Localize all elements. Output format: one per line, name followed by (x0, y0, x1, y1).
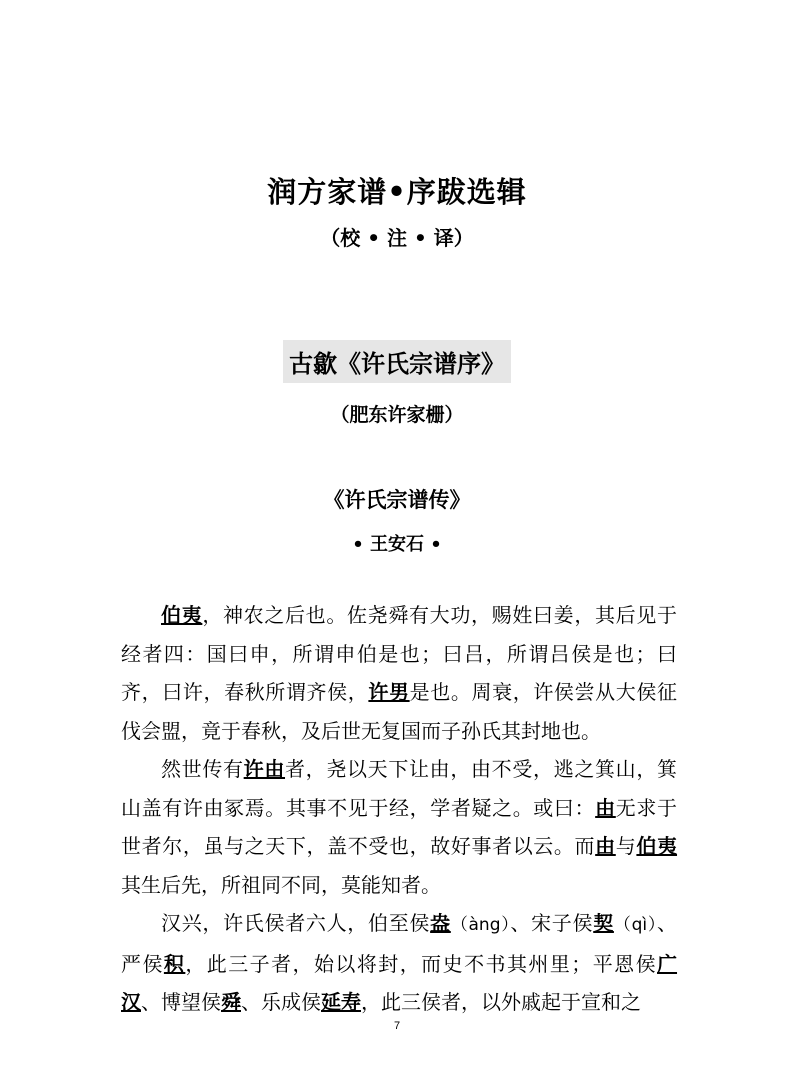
body-text-segment: 、博望侯 (141, 990, 221, 1014)
body-paragraph (121, 904, 677, 1022)
body-text-segment: 、宋子侯 (510, 911, 594, 935)
annotated-term: 广汉 (121, 951, 678, 1014)
pinyin-gloss: （àng） (450, 915, 511, 935)
section-header (0, 340, 794, 383)
annotated-term: 由 (595, 834, 616, 858)
annotated-term: 舜 (221, 990, 241, 1014)
body-text-segment: ，此三子者，始以将封，而史不书其州里；平恩侯 (185, 951, 658, 976)
body-paragraph (121, 750, 677, 904)
annotated-term: 盎 (430, 911, 451, 935)
body-text-segment: 其生后先，所祖同不同，莫能知者。 (121, 872, 441, 897)
annotated-term: 伯夷 (161, 603, 203, 627)
body-text-segment: ，此三侯者，以外戚起于宣和之 (361, 990, 641, 1014)
article-body (121, 596, 677, 1022)
page-number: 7 (393, 1020, 401, 1032)
body-text-segment: 与 (615, 834, 637, 858)
body-text-segment: 汉兴，许氏侯者六人，伯至侯 (161, 911, 431, 935)
body-text-segment: 然世传有 (161, 757, 244, 781)
article-title: 《许氏宗谱传》 (323, 488, 471, 512)
body-text-segment: 无求于世者尔，虽与之天下，盖不受也，故好事者以云。而 (121, 795, 678, 858)
section-title: 古歙《许氏宗谱序》 (283, 340, 511, 383)
annotated-term: 由 (595, 795, 616, 820)
document-subtitle: （校 • 注 • 译） (320, 226, 474, 250)
annotated-term: 许由 (243, 757, 286, 781)
body-text-segment: 是也。周衰，许侯尝从大侯征伐会盟，竟于春秋，及后世无复国而子孙氏其封地也。 (121, 680, 678, 743)
document-title: 润方家谱•序跋选辑 (267, 175, 527, 209)
body-text-segment: 者，尧以天下让由，由不受，逃之箕山，箕山盖有许由冢焉。其事不见于经，学者疑之。或曰： (121, 757, 678, 820)
pinyin-gloss: （qì） (613, 915, 658, 935)
body-paragraph (121, 596, 677, 750)
annotated-term: 契 (593, 911, 614, 935)
body-text-segment: ，神农之后也。佐尧舜有大功，赐姓曰姜，其后见于经者四：国曰申，所谓申伯是也；曰吕，所谓吕侯是也；曰齐，曰许，春秋所谓齐侯， (121, 603, 678, 704)
body-text-segment: 、严侯 (121, 911, 678, 976)
article-author: • 王安石 • (352, 534, 442, 555)
annotated-term: 延寿 (321, 990, 361, 1014)
section-origin: （肥东许家栅） (330, 404, 464, 426)
annotated-term: 积 (163, 951, 186, 976)
body-text-segment: 、乐成侯 (241, 990, 321, 1014)
annotated-term: 伯夷 (636, 834, 678, 858)
annotated-term: 许男 (368, 680, 410, 704)
